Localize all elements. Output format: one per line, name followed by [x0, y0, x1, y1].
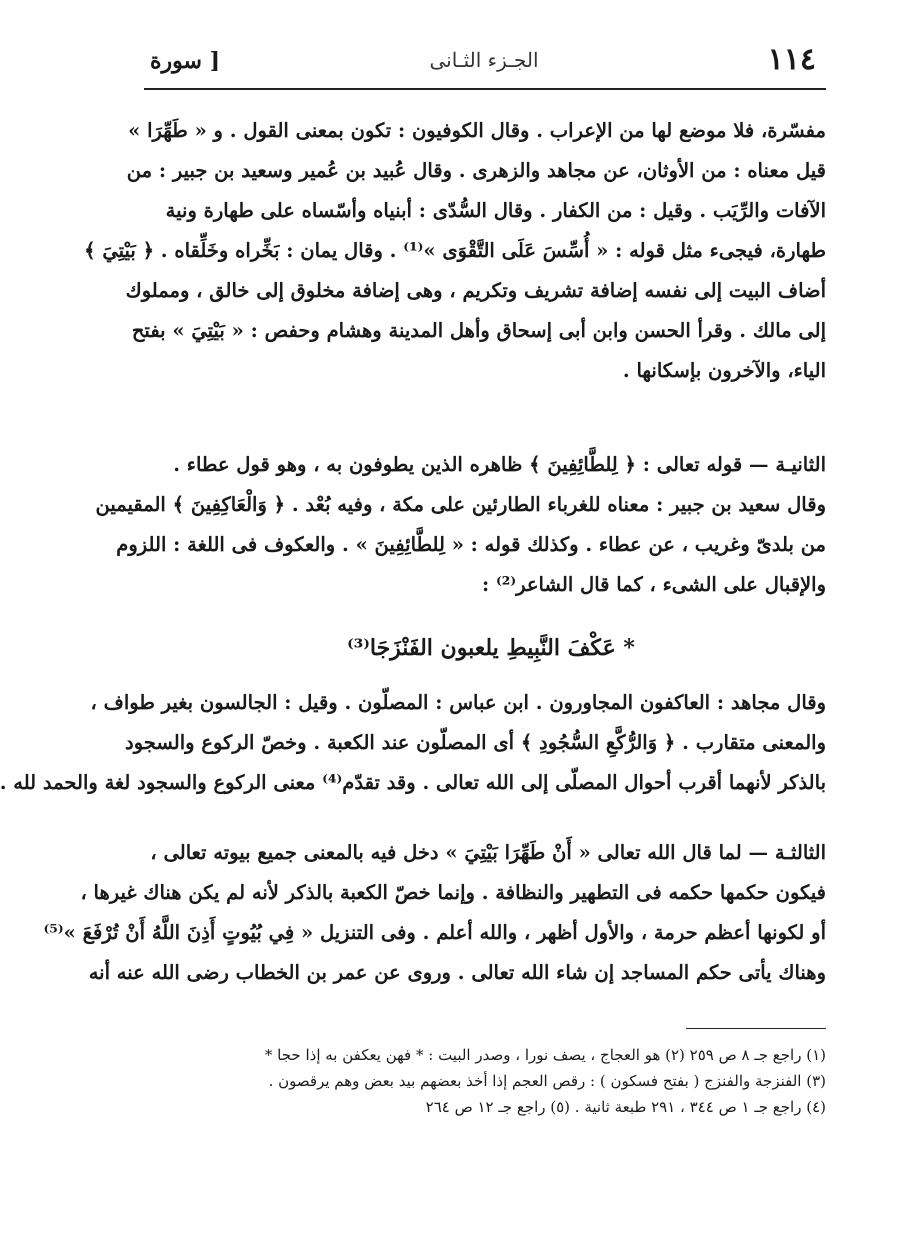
text-line: فيكون حكمها حكمه فى التطهير والنظافة . وإنما خصّ الكعبة بالذكر لأنه لم يكن هناك غيرها ، — [80, 881, 826, 904]
paragraph-4 — [43, 840, 826, 1000]
text-line: وقال سعيد بن جبير : معناه للغرباء الطارئين على مكة ، وفيه بُعْد . ﴿ وَالْعَاكِفِينَ ﴾ المقيمين — [95, 493, 826, 516]
text-line: الآفات والرِّيَب . وقيل : من الكفار . وقال السُّدّى : أبنياه وأسّساه على طهارة ونية — [165, 199, 826, 222]
text-line: أضاف البيت إلى نفسه إضافة تشريف وتكريم ، وهى إضافة مخلوق إلى خالق ، ومملوك — [125, 279, 826, 302]
footnote: (١) راجع جـ ٨ ص ٢٥٩ (٢) هو العجاج ، يصف نورا ، وصدر البيت : * فهن يعكفن به إذا حجا * — [264, 1046, 826, 1064]
page-number: ١١٤ — [767, 42, 816, 77]
text-line: الثانيـة — قوله تعالى : ﴿ لِلطَّائِفِينَ ﴾ ظاهره الذين يطوفون به ، وهو قول عطاء . — [173, 453, 826, 476]
text-line: إلى مالك . وقرأ الحسن وابن أبى إسحاق وأهل المدينة وهشام وحفص : « بَيْتِيَ » بفتح — [131, 319, 826, 342]
poetry-verse: * عَكْفَ النَّبِيطِ يلعبون الفَنْزَجَا⁽³⁾ — [347, 635, 635, 661]
text-line: الياء، والآخرون بإسكانها . — [622, 359, 826, 382]
footnotes — [156, 1044, 826, 1122]
text-line: الثالثـة — لما قال الله تعالى « أَنْ طَهِّرَا بَيْتِيَ » دخل فيه بالمعنى جميع بيوته تعالى ، — [150, 841, 826, 864]
paragraph-1 — [84, 118, 826, 398]
text-line: مفسّرة، فلا موضع لها من الإعراب . وقال الكوفيون : تكون بمعنى القول . و « طَهِّرَا » — [128, 119, 826, 142]
surah-label: [ سورة — [150, 48, 221, 74]
page-header — [144, 42, 824, 90]
text-line: والإقبال على الشىء ، كما قال الشاعر⁽²⁾ : — [482, 573, 826, 596]
footnote: (٤) راجع جـ ١ ص ٣٤٤ ، ٢٩١ طبعة ثانية . (٥) راجع جـ ١٢ ص ٢٦٤ — [425, 1098, 826, 1116]
text-line: وهناك يأتى حكم المساجد إن شاء الله تعالى . وروى عن عمر بن الخطاب رضى الله عنه أنه — [88, 961, 826, 984]
paragraph-2 — [95, 452, 826, 612]
footnote-divider — [686, 1028, 826, 1029]
text-line: والمعنى متقارب . ﴿ وَالرُّكَّعِ السُّجُودِ ﴾ أى المصلّون عند الكعبة . وخصّ الركوع والسجود — [125, 731, 826, 754]
text-line: قيل معناه : من الأوثان، عن مجاهد والزهرى . وقال عُبيد بن عُمير وسعيد بن جبير : من — [126, 159, 826, 182]
footnote: (٣) الفنزجة والفنزج ( بفتح فسكون ) : رقص العجم إذا أخذ بعضهم بيد بعض وهم يرقصون . — [268, 1072, 826, 1090]
text-line: من بلدىّ وغريب ، عن عطاء . وكذلك قوله : « لِلطَّائِفِينَ » . والعكوف فى اللغة : اللزوم — [116, 533, 826, 556]
running-title: الجـزء الثـانى — [429, 48, 539, 72]
text-line: بالذكر لأنهما أقرب أحوال المصلّى إلى الله تعالى . وقد تقدّم⁽⁴⁾ معنى الركوع والسجود لغة والحمد لله . — [0, 771, 826, 794]
paragraph-3 — [0, 690, 826, 810]
text-line: وقال مجاهد : العاكفون المجاورون . ابن عباس : المصلّون . وقيل : الجالسون بغير طواف ، — [90, 691, 826, 714]
header-divider — [144, 88, 826, 90]
text-line: أو لكونها أعظم حرمة ، والأول أظهر ، والله أعلم . وفى التنزيل « فِي بُيُوتٍ أَذِنَ اللَّهُ أَنْ تُرْفَعَ »⁽⁵⁾ — [43, 921, 826, 944]
text-line: طهارة، فيجىء مثل قوله : « أُسِّسَ عَلَى التَّقْوَى »⁽¹⁾ . وقال يمان : بَخِّراه وخَلِّقاه . ﴿ بَيْتِيَ ﴾ — [84, 239, 826, 262]
